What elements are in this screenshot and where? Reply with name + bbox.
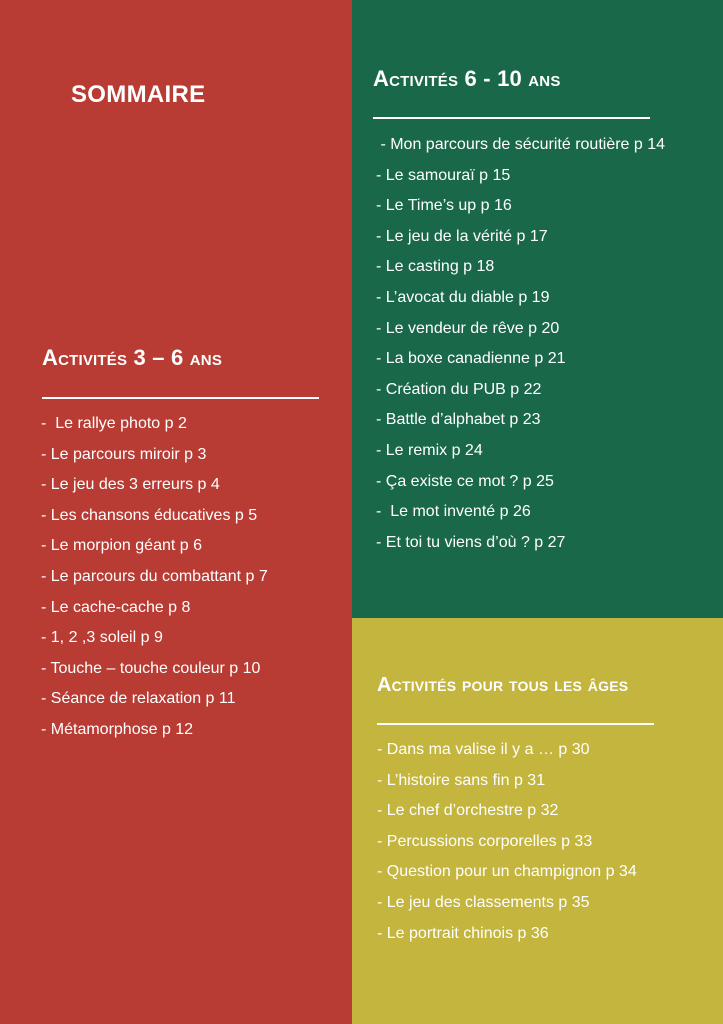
toc-list-6-10 [376, 130, 665, 558]
toc-item: - Les chansons éducatives p 5 [41, 506, 258, 524]
section-divider-3-6 [42, 397, 319, 399]
toc-item: - Battle d’alphabet p 23 [376, 411, 541, 429]
toc-item: - Le rallye photo p 2 [41, 415, 187, 432]
toc-list-all-ages [377, 735, 637, 949]
toc-item: - Le parcours du combattant p 7 [41, 567, 268, 585]
section-divider-6-10 [373, 117, 650, 119]
section-title-all-ages: Activités pour tous les âges [377, 674, 629, 696]
toc-item: - Ça existe ce mot ? p 25 [376, 472, 554, 490]
toc-item: - Le chef d’orchestre p 32 [377, 802, 559, 820]
toc-item: - Le jeu des classements p 35 [377, 893, 590, 911]
toc-item: - Le portrait chinois p 36 [377, 924, 549, 942]
toc-item: - Le cache-cache p 8 [41, 598, 191, 616]
toc-item: - Création du PUB p 22 [376, 380, 542, 398]
toc-item: - Le morpion géant p 6 [41, 537, 202, 555]
toc-item: - Le parcours miroir p 3 [41, 445, 207, 463]
toc-item: - Percussions corporelles p 33 [377, 832, 593, 850]
toc-item: - Et toi tu viens d’où ? p 27 [376, 533, 566, 551]
toc-item: - Le Time’s up p 16 [376, 197, 512, 215]
page-title: SOMMAIRE [71, 81, 206, 108]
section-title-3-6: Activités 3 – 6 ans [42, 345, 223, 370]
toc-item: - Métamorphose p 12 [41, 720, 194, 738]
section-title-6-10: Activités 6 - 10 ans [373, 66, 561, 91]
toc-item: - La boxe canadienne p 21 [376, 350, 566, 368]
toc-item: - Question pour un champignon p 34 [377, 863, 637, 881]
toc-item: - 1, 2 ,3 soleil p 9 [41, 629, 163, 647]
toc-item: - Le casting p 18 [376, 258, 495, 276]
toc-item: - Mon parcours de sécurité routière p 14 [376, 136, 666, 153]
toc-item: - Touche – touche couleur p 10 [41, 659, 261, 677]
toc-item: - Le remix p 24 [376, 441, 483, 459]
toc-item: - Le mot inventé p 26 [376, 503, 531, 521]
toc-item: - Le jeu de la vérité p 17 [376, 227, 548, 245]
toc-item: - L’histoire sans fin p 31 [377, 771, 546, 789]
toc-item: - Le jeu des 3 erreurs p 4 [41, 476, 220, 494]
toc-item: - Dans ma valise il y a … p 30 [377, 741, 590, 758]
toc-item: - Séance de relaxation p 11 [41, 690, 236, 708]
toc-item: - Le vendeur de rêve p 20 [376, 319, 560, 337]
section-divider-all-ages [377, 723, 654, 725]
toc-list-3-6 [41, 409, 268, 746]
toc-item: - L’avocat du diable p 19 [376, 288, 550, 306]
toc-item: - Le samouraï p 15 [376, 166, 511, 184]
